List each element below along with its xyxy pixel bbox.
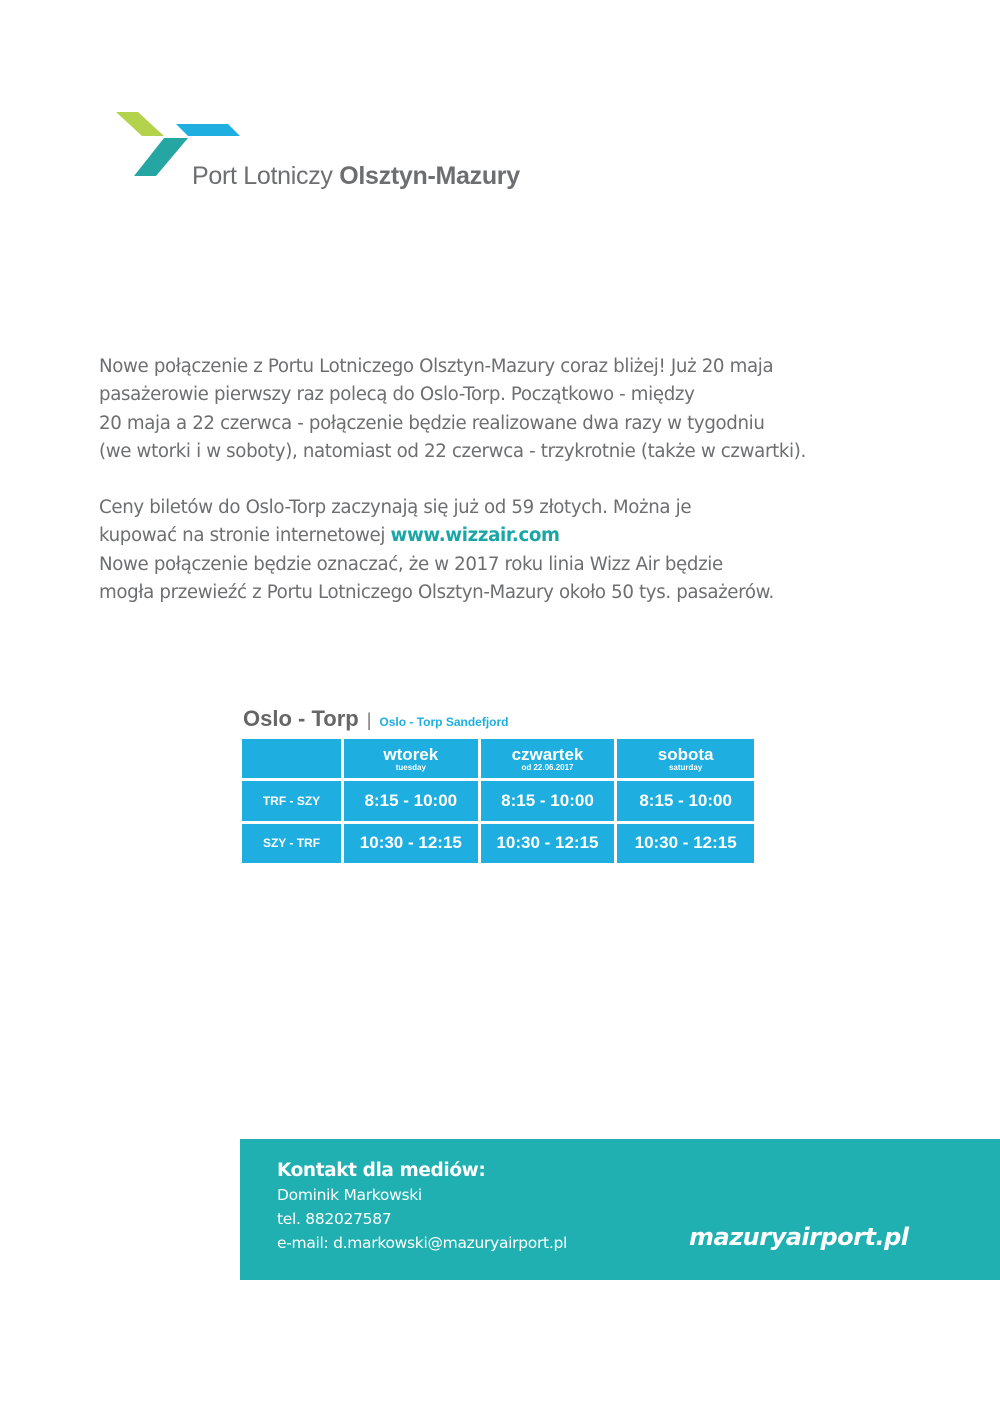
day-label: sobota — [657, 744, 714, 764]
header-cell-saturday — [617, 739, 754, 781]
website-link[interactable]: mazuryairport.pl — [689, 1223, 909, 1251]
time-cell: 10:30 - 12:15 — [481, 824, 618, 863]
text-segment: kupować na stronie internetowej — [99, 525, 391, 547]
table-row — [242, 781, 754, 823]
day-label: wtorek — [383, 744, 439, 764]
day-sublabel: tuesday — [395, 762, 426, 772]
flight-schedule-table — [242, 739, 754, 863]
text-line: Nowe połączenie z Portu Lotniczego Olsztyn-Mazury coraz bliżej! Już 20 maja — [99, 356, 774, 377]
text-line: Nowe połączenie będzie oznaczać, że w 2017 roku linia Wizz Air będzie — [99, 553, 723, 575]
time-cell: 8:15 - 10:00 — [344, 781, 481, 823]
logo-text-light: Port Lotniczy — [192, 162, 333, 190]
schedule-destination: Oslo - Torp — [243, 706, 359, 731]
contact-heading: Kontakt dla mediów: — [277, 1160, 486, 1181]
schedule-title — [243, 706, 509, 732]
day-label: czwartek — [511, 744, 584, 764]
logo-green-shape — [116, 112, 164, 136]
text-line: mogła przewieźć z Portu Lotniczego Olsztyn-Mazury około 50 tys. pasażerów. — [99, 581, 774, 603]
text-line: pasażerowie pierwszy raz polecą do Oslo-Torp. Początkowo - między — [99, 384, 695, 406]
time-cell: 8:15 - 10:00 — [481, 781, 618, 823]
empty-header-cell — [242, 739, 344, 781]
contact-phone[interactable]: tel. 882027587 — [277, 1210, 392, 1228]
text-line: 20 maja a 22 czerwca - połączenie będzie realizowane dwa razy w tygodniu — [99, 412, 765, 434]
day-sublabel: od 22.06.2017 — [521, 762, 574, 772]
text-line — [99, 522, 899, 550]
article-paragraph-1 — [99, 353, 899, 466]
airport-logo — [116, 110, 536, 200]
wizzair-link[interactable]: www.wizzair.com — [390, 525, 560, 547]
day-sublabel: saturday — [668, 762, 703, 772]
header-cell-tuesday — [344, 739, 481, 781]
table-row — [242, 824, 754, 863]
logo-blue-shape — [176, 124, 240, 136]
title-separator: | — [366, 710, 372, 730]
contact-details — [277, 1159, 567, 1255]
time-cell: 10:30 - 12:15 — [617, 824, 754, 863]
media-contact-box — [240, 1139, 1000, 1280]
text-line: (we wtorki i w soboty), natomiast od 22 czerwca - trzykrotnie (także w czwartki). — [99, 440, 806, 462]
header-cell-thursday — [481, 739, 618, 781]
table-header-row — [242, 739, 754, 781]
logo-teal-shape — [134, 138, 188, 176]
text-line: Ceny biletów do Oslo-Torp zaczynają się już od 59 złotych. Można je — [99, 497, 692, 518]
article-paragraph-2 — [99, 494, 899, 607]
time-cell: 10:30 - 12:15 — [344, 824, 481, 863]
contact-name: Dominik Markowski — [277, 1186, 422, 1204]
contact-email[interactable]: e-mail: d.markowski@mazuryairport.pl — [277, 1234, 567, 1252]
route-cell: TRF - SZY — [242, 781, 344, 823]
route-cell: SZY - TRF — [242, 824, 344, 863]
logo-text — [192, 162, 520, 191]
schedule-airport-name: Oslo - Torp Sandefjord — [379, 715, 509, 729]
logo-text-bold: Olsztyn-Mazury — [339, 162, 520, 190]
time-cell: 8:15 - 10:00 — [617, 781, 754, 823]
